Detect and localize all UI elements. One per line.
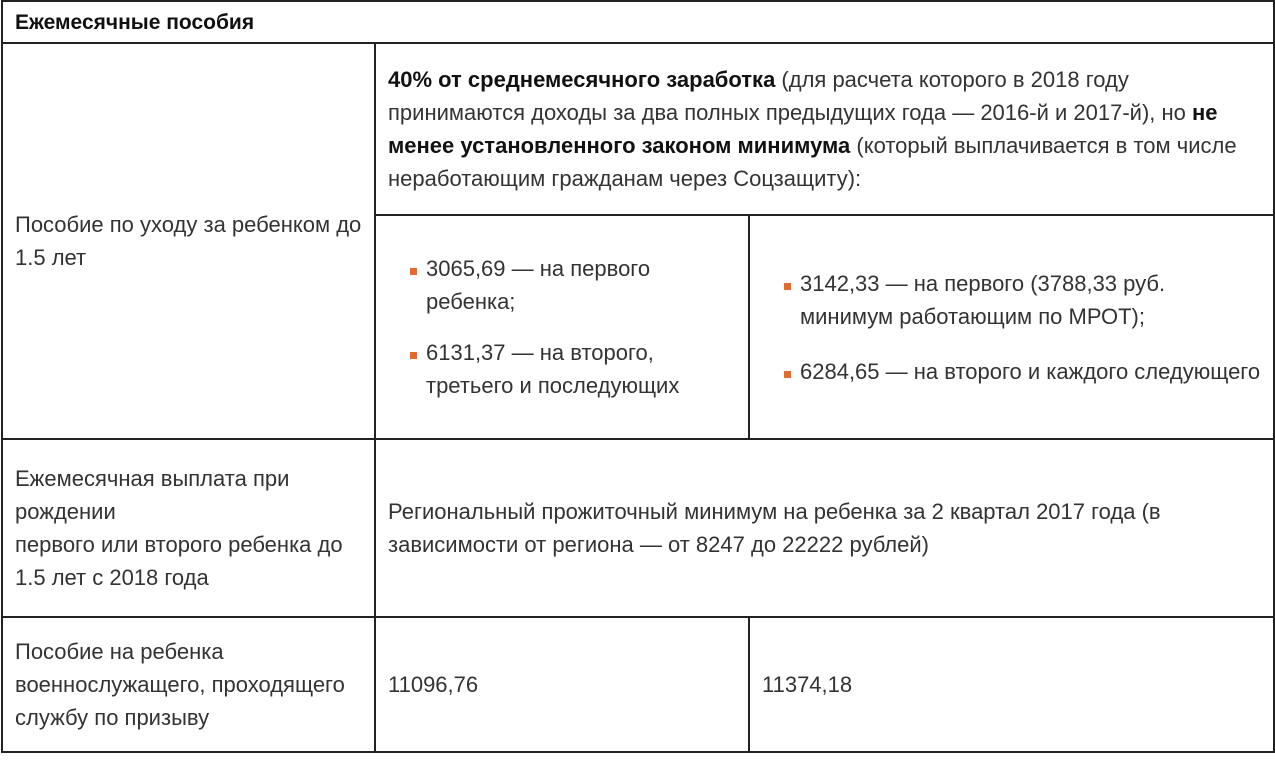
regional-label-line2: первого или второго ребенка до 1.5 лет с 2018 года: [15, 532, 343, 590]
regional-value-cell: [375, 439, 1274, 617]
intro-bold-minimum: не менее установленного законом минимума: [388, 100, 1218, 158]
regional-value: Региональный прожиточный минимум на ребенка за 2 квартал 2017 года (в зависимости от региона — от 8247 до 22222 рублей): [388, 499, 1161, 557]
table-header-row: [2, 1, 1274, 43]
childcare-2017-list: [388, 252, 736, 402]
childcare-2018-cell: [749, 215, 1274, 439]
childcare-label: Пособие по уходу за ребенком до 1.5 лет: [15, 212, 362, 270]
table-row-childcare-intro: [2, 43, 1274, 215]
childcare-label-cell: [2, 43, 375, 439]
childcare-2017-cell: [375, 215, 749, 439]
childcare-intro-cell: [375, 43, 1274, 215]
list-item: 6131,37 — на второго, третьего и последующих: [416, 336, 736, 402]
regional-label-line1: Ежемесячная выплата при рождении: [15, 466, 290, 524]
military-label: Пособие на ребенка военнослужащего, проходящего службу по призыву: [15, 639, 345, 730]
military-label-cell: [2, 617, 375, 752]
military-value-2017: 11096,76: [388, 672, 479, 697]
table-row-military: [2, 617, 1274, 752]
intro-text-socprotection: (который выплачивается в том числе неработающим гражданам через Соцзащиту):: [388, 133, 1237, 191]
table-title: Ежемесячные пособия: [2, 1, 1274, 43]
list-item: 6284,65 — на второго и каждого следующего: [790, 355, 1261, 388]
military-2018-cell: [749, 617, 1274, 752]
intro-bold-percent: 40% от среднемесячного заработка: [388, 67, 776, 92]
military-2017-cell: [375, 617, 749, 752]
list-item: 3065,69 — на первого ребенка;: [416, 252, 736, 318]
childcare-2018-list: [762, 267, 1261, 388]
regional-label-cell: [2, 439, 375, 617]
military-value-2018: 11374,18: [762, 672, 853, 697]
intro-text-calculation: (для расчета которого в 2018 году принимаются доходы за два полных предыдущих года — 2016-й и 2017-й), но: [388, 67, 1192, 125]
list-item: 3142,33 — на первого (3788,33 руб. минимум работающим по МРОТ);: [790, 267, 1261, 333]
benefits-table: [1, 0, 1275, 753]
table-row-regional: [2, 439, 1274, 617]
